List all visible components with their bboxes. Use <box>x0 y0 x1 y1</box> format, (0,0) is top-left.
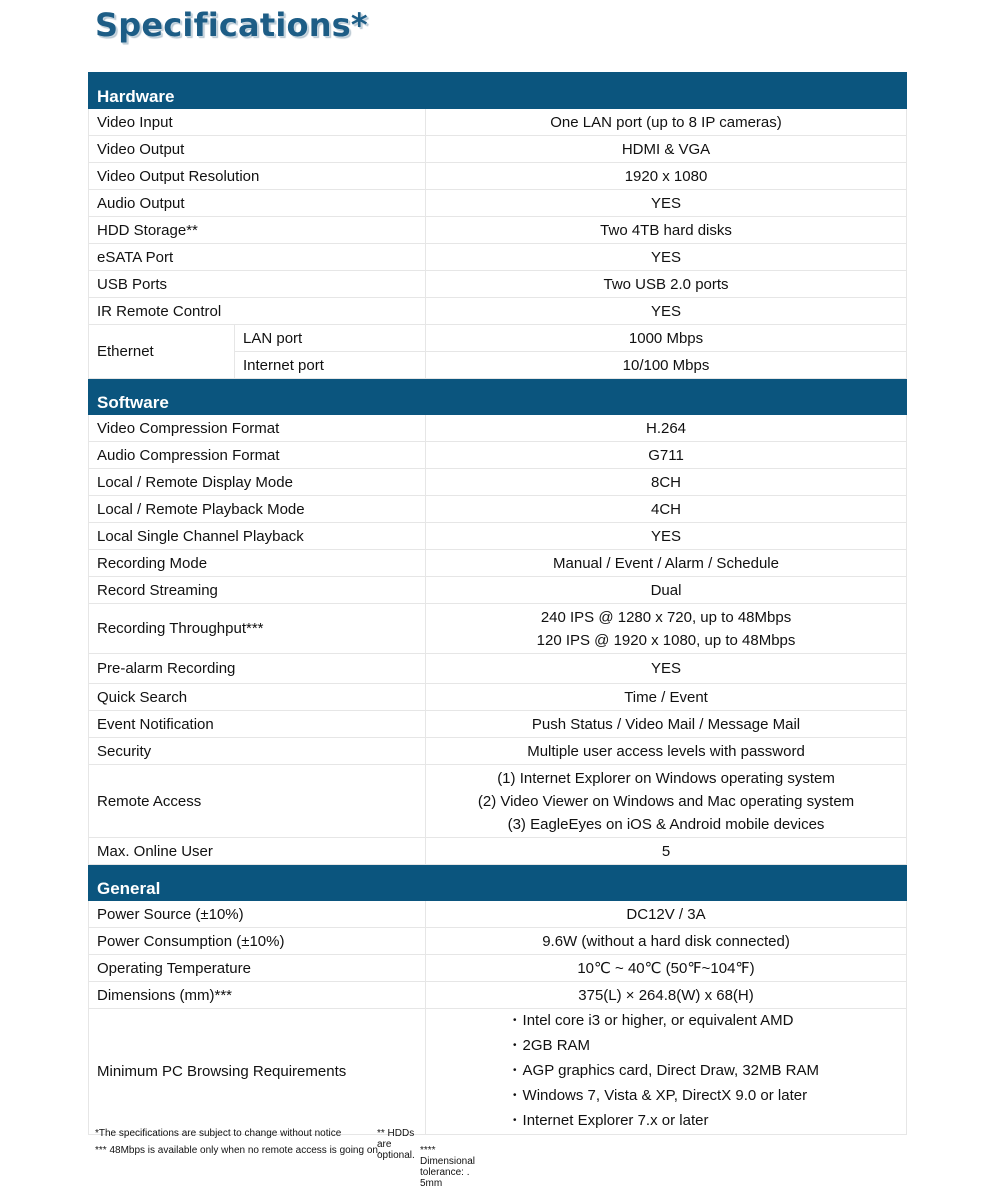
spec-value: Dual <box>426 577 907 604</box>
spec-name: Video Input <box>89 109 426 136</box>
spec-name: Video Output <box>89 136 426 163</box>
spec-value: 375(L) × 264.8(W) x 68(H) <box>426 982 907 1009</box>
spec-name: Local / Remote Playback Mode <box>89 496 426 523</box>
spec-value: YES <box>426 523 907 550</box>
spec-name: Event Notification <box>89 711 426 738</box>
section-hardware <box>89 73 907 109</box>
spec-value: YES <box>426 244 907 271</box>
spec-value: Time / Event <box>426 684 907 711</box>
list-item: • 2GB RAM <box>513 1034 819 1059</box>
page-title: Specifications* <box>95 6 368 44</box>
spec-value <box>426 765 907 838</box>
section-title: General <box>89 865 907 901</box>
table-row-remote-access <box>89 765 907 838</box>
spec-name: Minimum PC Browsing Requirements <box>89 1009 426 1135</box>
footnote-tolerance: **** Dimensional tolerance: . 5mm <box>420 1145 476 1189</box>
specifications-table <box>88 72 907 1135</box>
spec-value-line: 120 IPS @ 1920 x 1080, up to 48Mbps <box>536 631 796 649</box>
table-row <box>89 415 907 442</box>
table-row <box>89 298 907 325</box>
spec-value-internet: 10/100 Mbps <box>426 352 907 379</box>
table-row <box>89 190 907 217</box>
footnote-hdd-optional: ** HDDs are optional. <box>377 1128 415 1161</box>
spec-name: Dimensions (mm)*** <box>89 982 426 1009</box>
spec-value: YES <box>426 654 907 684</box>
spec-value: 1920 x 1080 <box>426 163 907 190</box>
section-title: Software <box>89 379 907 415</box>
spec-subname-internet: Internet port <box>235 352 426 379</box>
table-row-throughput <box>89 604 907 654</box>
spec-value <box>426 604 907 654</box>
table-row <box>89 901 907 928</box>
table-row <box>89 109 907 136</box>
spec-value: 9.6W (without a hard disk connected) <box>426 928 907 955</box>
spec-name-ethernet: Ethernet <box>89 325 235 379</box>
spec-value: Two USB 2.0 ports <box>426 271 907 298</box>
spec-value: 4CH <box>426 496 907 523</box>
footnote-bitrate: *** 48Mbps is available only when no remote access is going on. <box>95 1145 381 1156</box>
footnote-spec-change: *The specifications are subject to change without notice <box>95 1128 342 1139</box>
table-row <box>89 711 907 738</box>
spec-name: Record Streaming <box>89 577 426 604</box>
spec-name: Operating Temperature <box>89 955 426 982</box>
spec-value: G711 <box>426 442 907 469</box>
table-row <box>89 496 907 523</box>
spec-value: HDMI & VGA <box>426 136 907 163</box>
table-row <box>89 469 907 496</box>
footnotes <box>95 1128 476 1189</box>
spec-name: HDD Storage** <box>89 217 426 244</box>
spec-name: IR Remote Control <box>89 298 426 325</box>
table-row <box>89 684 907 711</box>
spec-value-lan: 1000 Mbps <box>426 325 907 352</box>
spec-name: Power Consumption (±10%) <box>89 928 426 955</box>
spec-value: One LAN port (up to 8 IP cameras) <box>426 109 907 136</box>
spec-name: Security <box>89 738 426 765</box>
table-row <box>89 654 907 684</box>
spec-name: Max. Online User <box>89 838 426 865</box>
spec-value-line: (2) Video Viewer on Windows and Mac operating system <box>477 792 855 810</box>
spec-value-line: (1) Internet Explorer on Windows operating system <box>497 769 835 787</box>
spec-name: Quick Search <box>89 684 426 711</box>
list-item: • Windows 7, Vista & XP, DirectX 9.0 or later <box>513 1084 819 1109</box>
spec-name: USB Ports <box>89 271 426 298</box>
spec-value: Push Status / Video Mail / Message Mail <box>426 711 907 738</box>
spec-value: 5 <box>426 838 907 865</box>
footnote-line <box>95 1145 476 1189</box>
spec-name: Recording Mode <box>89 550 426 577</box>
table-row <box>89 523 907 550</box>
spec-name: Local Single Channel Playback <box>89 523 426 550</box>
table-row <box>89 163 907 190</box>
table-row <box>89 217 907 244</box>
table-row <box>89 838 907 865</box>
spec-name: Video Compression Format <box>89 415 426 442</box>
spec-value <box>426 1009 907 1135</box>
spec-value: 8CH <box>426 469 907 496</box>
list-item: • Intel core i3 or higher, or equivalent AMD <box>513 1009 819 1034</box>
table-row <box>89 442 907 469</box>
spec-value: Two 4TB hard disks <box>426 217 907 244</box>
spec-name: eSATA Port <box>89 244 426 271</box>
list-item: • AGP graphics card, Direct Draw, 32MB RAM <box>513 1059 819 1084</box>
spec-value: YES <box>426 298 907 325</box>
spec-name: Video Output Resolution <box>89 163 426 190</box>
spec-value: Multiple user access levels with password <box>426 738 907 765</box>
table-row <box>89 738 907 765</box>
table-row <box>89 955 907 982</box>
spec-name: Local / Remote Display Mode <box>89 469 426 496</box>
table-row <box>89 550 907 577</box>
section-software <box>89 379 907 415</box>
table-row <box>89 136 907 163</box>
spec-name: Remote Access <box>89 765 426 838</box>
spec-name: Pre-alarm Recording <box>89 654 426 684</box>
section-general <box>89 865 907 901</box>
table-row <box>89 244 907 271</box>
spec-name: Power Source (±10%) <box>89 901 426 928</box>
spec-value-line: 240 IPS @ 1280 x 720, up to 48Mbps <box>540 608 792 626</box>
table-row <box>89 271 907 298</box>
spec-name: Recording Throughput*** <box>89 604 426 654</box>
table-row <box>89 982 907 1009</box>
spec-value-line: (3) EagleEyes on iOS & Android mobile devices <box>507 815 825 833</box>
requirements-list <box>513 1009 819 1134</box>
spec-name: Audio Compression Format <box>89 442 426 469</box>
spec-value: H.264 <box>426 415 907 442</box>
spec-name: Audio Output <box>89 190 426 217</box>
section-title: Hardware <box>89 73 907 109</box>
spec-subname-lan: LAN port <box>235 325 426 352</box>
table-row <box>89 577 907 604</box>
spec-value: YES <box>426 190 907 217</box>
table-row-ethernet <box>89 325 907 352</box>
table-row <box>89 928 907 955</box>
table-row-pc-requirements <box>89 1009 907 1135</box>
list-item: • Internet Explorer 7.x or later <box>513 1109 819 1134</box>
spec-value: DC12V / 3A <box>426 901 907 928</box>
spec-value: Manual / Event / Alarm / Schedule <box>426 550 907 577</box>
spec-value: 10℃ ~ 40℃ (50℉~104℉) <box>426 955 907 982</box>
